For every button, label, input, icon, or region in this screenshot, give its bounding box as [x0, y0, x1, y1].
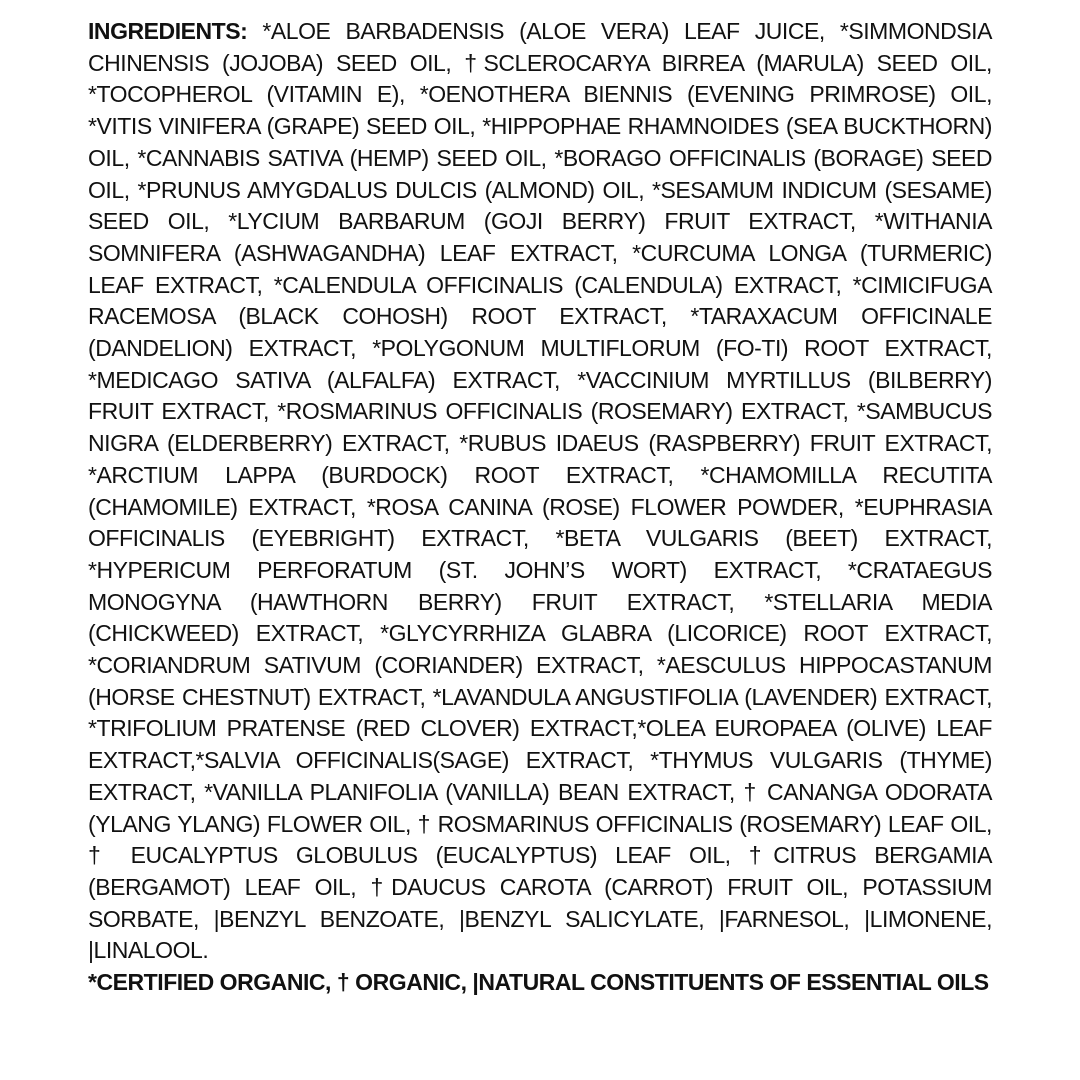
footnote-legend: *CERTIFIED ORGANIC, † ORGANIC, |NATURAL CONSTITUENTS OF ESSENTIAL OILS: [88, 969, 989, 996]
ingredients-paragraph: [88, 16, 992, 967]
ingredients-heading: INGREDIENTS:: [88, 18, 248, 44]
ingredients-list-text: *ALOE BARBADENSIS (ALOE VERA) LEAF JUICE, *SIMMONDSIA CHINENSIS (JOJOBA) SEED OIL, †SCLEROCARYA BIRREA (MARULA) SEED OIL, *TOCOPHEROL (VITAMIN E), *OENOTHERA BIENNIS (EVENING PRIMROSE) OIL, *VITIS VINIFERA (GRAPE) SEED OIL, *HIPPOPHAE RHAMNOIDES (SEA BUCKTHORN) OIL, *CANNABIS SATIVA (HEMP) SEED OIL, *BORAGO OFFICINALIS (BORAGE) SEED OIL, *PRUNUS AMYGDALUS DULCIS (ALMOND) OIL, *SESAMUM INDICUM (SESAME) SEED OIL, *LYCIUM BARBARUM (GOJI BERRY) FRUIT EXTRACT, *WITHANIA SOMNIFERA (ASHWAGANDHA) LEAF EXTRACT, *CURCUMA LONGA (TURMERIC) LEAF EXTRACT, *CALENDULA OFFICINALIS (CALENDULA) EXTRACT, *CIMICIFUGA RACEMOSA (BLACK COHOSH) ROOT EXTRACT, *TARAXACUM OFFICINALE (DANDELION) EXTRACT, *POLYGONUM MULTIFLORUM (FO-TI) ROOT EXTRACT, *MEDICAGO SATIVA (ALFALFA) EXTRACT, *VACCINIUM MYRTILLUS (BILBERRY) FRUIT EXTRACT, *ROSMARINUS OFFICINALIS (ROSEMARY) EXTRACT, *SAMBUCUS NIGRA (ELDERBERRY) EXTRACT, *RUBUS IDAEUS (RASPBERRY) FRUIT EXTRACT, *ARCTIUM LAPPA (BURDOCK) ROOT EXTRACT, *CHAMOMILLA RECUTITA (CHAMOMILE) EXTRACT, *ROSA CANINA (ROSE) FLOWER POWDER, *EUPHRASIA OFFICINALIS (EYEBRIGHT) EXTRACT, *BETA VULGARIS (BEET) EXTRACT, *HYPERICUM PERFORATUM (ST. JOHN’S WORT) EXTRACT, *CRATAEGUS MONOGYNA (HAWTHORN BERRY) FRUIT EXTRACT, *STELLARIA MEDIA (CHICKWEED) EXTRACT, *GLYCYRRHIZA GLABRA (LICORICE) ROOT EXTRACT, *CORIANDRUM SATIVUM (CORIANDER) EXTRACT, *AESCULUS HIPPOCASTANUM (HORSE CHESTNUT) EXTRACT, *LAVANDULA ANGUSTIFOLIA (LAVENDER) EXTRACT, *TRIFOLIUM PRATENSE (RED CLOVER) EXTRACT,*OLEA EUROPAEA (OLIVE) LEAF EXTRACT,*SALVIA OFFICINALIS(SAGE) EXTRACT, *THYMUS VULGARIS (THYME) EXTRACT, *VANILLA PLANIFOLIA (VANILLA) BEAN EXTRACT, † CANANGA ODORATA (YLANG YLANG) FLOWER OIL, † ROSMARINUS OFFICINALIS (ROSEMARY) LEAF OIL, † EUCALYPTUS GLOBULUS (EUCALYPTUS) LEAF OIL, †CITRUS BERGAMIA (BERGAMOT) LEAF OIL, †DAUCUS CAROTA (CARROT) FRUIT OIL, POTASSIUM SORBATE, |BENZYL BENZOATE, |BENZYL SALICYLATE, |FARNESOL, |LIMONENE, |LINALOOL.: [88, 18, 992, 964]
